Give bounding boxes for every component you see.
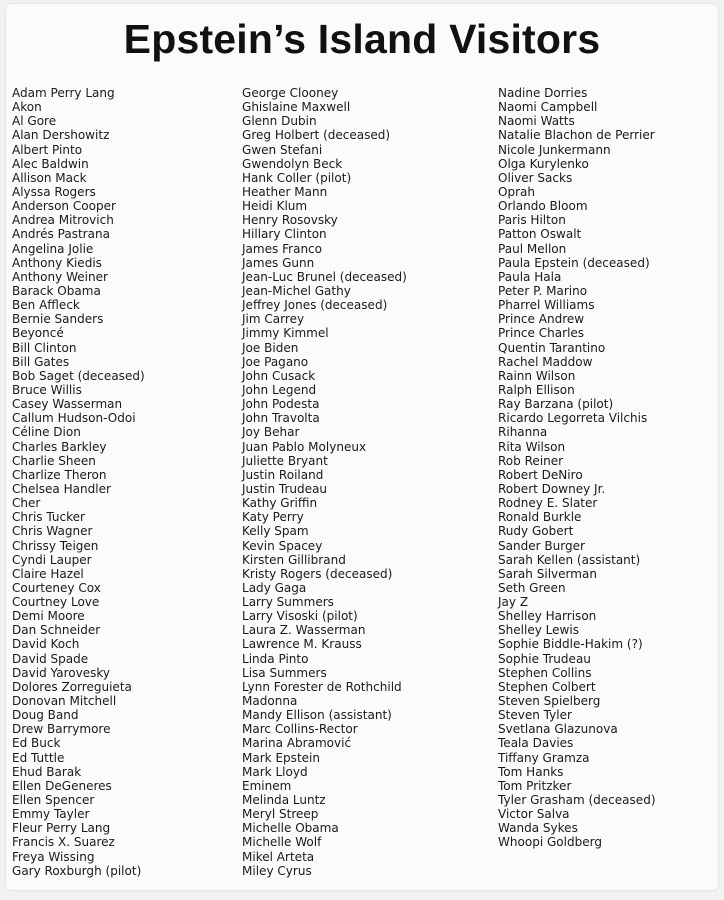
name-entry: Albert Pinto [12,141,83,157]
name-entry: Jean-Luc Brunel (deceased) [242,268,407,284]
name-entry: Courtney Love [12,594,100,610]
name-column-3 [498,86,660,850]
name-entry: Heidi Klum [242,198,308,214]
name-entry: Lisa Summers [242,664,327,680]
name-entry: Ed Tuttle [12,749,65,765]
name-entry: Katy Perry [242,509,304,525]
name-entry: Joe Pagano [242,353,309,369]
name-entry: Justin Roiland [242,466,324,482]
name-entry: Chelsea Handler [12,480,111,496]
name-entry: Rihanna [498,424,548,440]
name-entry: Tom Hanks [498,763,564,779]
name-entry: Akon [12,99,42,115]
name-entry: Wanda Sykes [498,820,578,836]
name-entry: Gary Roxburgh (pilot) [12,862,142,878]
name-entry: Bruce Willis [12,381,82,397]
name-entry: Ellen DeGeneres [12,777,112,793]
name-entry: Michelle Obama [242,820,339,836]
name-entry: Linda Pinto [242,650,309,666]
name-entry: Henry Rosovsky [242,212,338,228]
name-entry: Barack Obama [12,282,101,298]
name-entry: Teala Davies [498,735,574,751]
name-entry: Alec Baldwin [12,155,89,171]
name-entry: Jeffrey Jones (deceased) [242,297,388,313]
name-entry: Quentin Tarantino [498,339,606,355]
name-entry: Dan Schneider [12,622,101,638]
name-entry: Lawrence M. Krauss [242,636,362,652]
name-entry: Adam Perry Lang [12,85,115,100]
name-entry: Nadine Dorries [498,85,588,100]
name-entry: Alyssa Rogers [12,183,96,199]
name-entry: Alan Dershowitz [12,127,110,143]
name-entry: Rita Wilson [498,438,566,454]
name-entry: Seth Green [498,579,566,595]
name-entry: Laura Z. Wasserman [242,622,366,638]
name-entry: Glenn Dubin [242,113,317,129]
name-entry: Charles Barkley [12,438,107,454]
name-entry: Jay Z [498,594,529,610]
name-entry: Tyler Grasham (deceased) [498,792,656,808]
name-entry: Kelly Spam [242,523,309,539]
name-entry: Tiffany Gramza [498,749,590,765]
name-entry: George Clooney [242,85,339,100]
name-entry: Mark Epstein [242,749,321,765]
name-entry: Whoopi Goldberg [498,834,603,850]
name-entry: Prince Andrew [498,311,585,327]
name-entry: Cyndi Lauper [12,551,92,567]
name-entry: Paul Mellon [498,240,567,256]
name-entry: David Spade [12,650,89,666]
name-entry: Francis X. Suarez [12,834,115,850]
name-entry: Rodney E. Slater [498,495,598,511]
name-entry: Ellen Spencer [12,792,95,808]
name-entry: John Cusack [242,367,316,383]
name-entry: Chris Wagner [12,523,93,539]
name-entry: Steven Spielberg [498,693,601,709]
name-entry: Sophie Trudeau [498,650,591,666]
name-entry: Demi Moore [12,608,85,624]
name-entry: Oliver Sacks [498,169,573,185]
name-entry: Larry Visoski (pilot) [242,608,358,624]
name-entry: Ronald Burkle [498,509,582,525]
name-entry: Céline Dion [12,424,81,440]
name-entry: Steven Tyler [498,707,572,723]
name-entry: Ray Barzana (pilot) [498,396,614,412]
name-entry: Juan Pablo Molyneux [242,438,367,454]
name-entry: Melinda Luntz [242,792,326,808]
name-entry: Stephen Colbert [498,678,596,694]
name-entry: Bill Clinton [12,339,77,355]
name-entry: John Legend [242,381,317,397]
name-entry: Joy Behar [242,424,300,440]
name-entry: Sander Burger [498,537,585,553]
name-entry: Mark Lloyd [242,763,308,779]
name-entry: Marc Collins-Rector [242,721,358,737]
name-entry: Fleur Perry Lang [12,820,111,836]
name-entry: Andrea Mitrovich [12,212,114,228]
name-entry: Charlize Theron [12,466,107,482]
name-entry: Angelina Jolie [12,240,94,256]
name-entry: Cher [12,495,41,511]
name-entry: Allison Mack [12,169,87,185]
name-entry: Ghislaine Maxwell [242,99,351,115]
name-entry: John Podesta [242,396,320,412]
name-entry: Michelle Wolf [242,834,322,850]
name-entry: Claire Hazel [12,565,84,581]
name-entry: Patton Oswalt [498,226,582,242]
name-entry: Naomi Watts [498,113,575,129]
name-entry: Joe Biden [242,339,299,355]
name-entry: John Travolta [242,410,320,426]
name-entry: Gwendolyn Beck [242,155,343,171]
name-entry: Rudy Gobert [498,523,574,539]
name-entry: Ehud Barak [12,763,82,779]
name-entry: Sarah Kellen (assistant) [498,551,641,567]
name-entry: Miley Cyrus [242,862,312,878]
name-entry: Ricardo Legorreta Vilchis [498,410,648,426]
name-entry: Kirsten Gillibrand [242,551,346,567]
name-entry: Robert Downey Jr. [498,480,606,496]
name-entry: Drew Barrymore [12,721,111,737]
name-entry: Charlie Sheen [12,452,96,468]
name-entry: Natalie Blachon de Perrier [498,127,655,143]
name-entry: Sarah Silverman [498,565,597,581]
name-entry: James Gunn [242,254,315,270]
name-entry: Larry Summers [242,594,334,610]
name-entry: Naomi Campbell [498,99,598,115]
name-entry: Hank Coller (pilot) [242,169,352,185]
name-entry: Callum Hudson-Odoi [12,410,136,426]
name-entry: Shelley Lewis [498,622,579,638]
name-entry: Chrissy Teigen [12,537,99,553]
name-entry: Doug Band [12,707,79,723]
name-entry: Juliette Bryant [242,452,328,468]
name-entry: Jean-Michel Gathy [242,282,351,298]
name-entry: Bill Gates [12,353,70,369]
name-entry: Heather Mann [242,183,328,199]
name-entry: Chris Tucker [12,509,85,525]
name-entry: Hillary Clinton [242,226,327,242]
name-entry: Orlando Bloom [498,198,588,214]
name-entry: Oprah [498,183,536,199]
name-entry: Nicole Junkermann [498,141,611,157]
name-entry: Olga Kurylenko [498,155,589,171]
document-sheet [6,4,718,890]
name-entry: Freya Wissing [12,848,95,864]
name-entry: Rob Reiner [498,452,564,468]
name-entry: Shelley Harrison [498,608,597,624]
name-entry: Mikel Arteta [242,848,315,864]
name-entry: Kevin Spacey [242,537,323,553]
name-entry: Sophie Biddle-Hakim (?) [498,636,643,652]
name-entry: David Koch [12,636,80,652]
name-entry: Casey Wasserman [12,396,123,412]
name-entry: Lynn Forester de Rothchild [242,678,402,694]
name-entry: Peter P. Marino [498,282,588,298]
name-entry: Eminem [242,777,292,793]
name-entry: Ralph Ellison [498,381,575,397]
name-entry: Lady Gaga [242,579,307,595]
name-entry: Ben Affleck [12,297,80,313]
name-entry: Al Gore [12,113,57,129]
name-entry: Paris Hilton [498,212,566,228]
name-entry: James Franco [242,240,323,256]
name-entry: Anderson Cooper [12,198,116,214]
name-entry: Robert DeNiro [498,466,583,482]
name-entry: Bernie Sanders [12,311,104,327]
name-entry: Pharrel Williams [498,297,595,313]
name-entry: Jim Carrey [242,311,305,327]
name-entry: Gwen Stefani [242,141,323,157]
name-entry: Kristy Rogers (deceased) [242,565,393,581]
name-entry: Beyoncé [12,325,64,341]
document-title: Epstein’s Island Visitors [123,16,601,62]
name-entry: Anthony Weiner [12,268,108,284]
name-entry: Andrés Pastrana [12,226,110,242]
name-entry: Justin Trudeau [242,480,328,496]
name-entry: Greg Holbert (deceased) [242,127,391,143]
name-entry: Ed Buck [12,735,61,751]
name-column-2 [242,86,412,878]
name-entry: Anthony Kiedis [12,254,102,270]
name-entry: Rainn Wilson [498,367,576,383]
name-entry: Emmy Tayler [12,806,90,822]
name-entry: Bob Saget (deceased) [12,367,145,383]
name-entry: Madonna [242,693,298,709]
name-entry: Stephen Collins [498,664,592,680]
name-entry: Prince Charles [498,325,585,341]
name-entry: Dolores Zorreguieta [12,678,132,694]
name-entry: Jimmy Kimmel [242,325,329,341]
name-entry: Victor Salva [498,806,570,822]
name-entry: Tom Pritzker [498,777,572,793]
name-column-1 [12,86,149,878]
name-entry: Svetlana Glazunova [498,721,618,737]
name-entry: Meryl Streep [242,806,319,822]
name-entry: Rachel Maddow [498,353,593,369]
name-entry: Marina Abramović [242,735,352,751]
name-entry: Donovan Mitchell [12,693,117,709]
name-entry: Mandy Ellison (assistant) [242,707,392,723]
name-entry: Courteney Cox [12,579,101,595]
name-entry: David Yarovesky [12,664,111,680]
name-entry: Paula Epstein (deceased) [498,254,650,270]
name-entry: Kathy Griffin [242,495,318,511]
name-entry: Paula Hala [498,268,562,284]
